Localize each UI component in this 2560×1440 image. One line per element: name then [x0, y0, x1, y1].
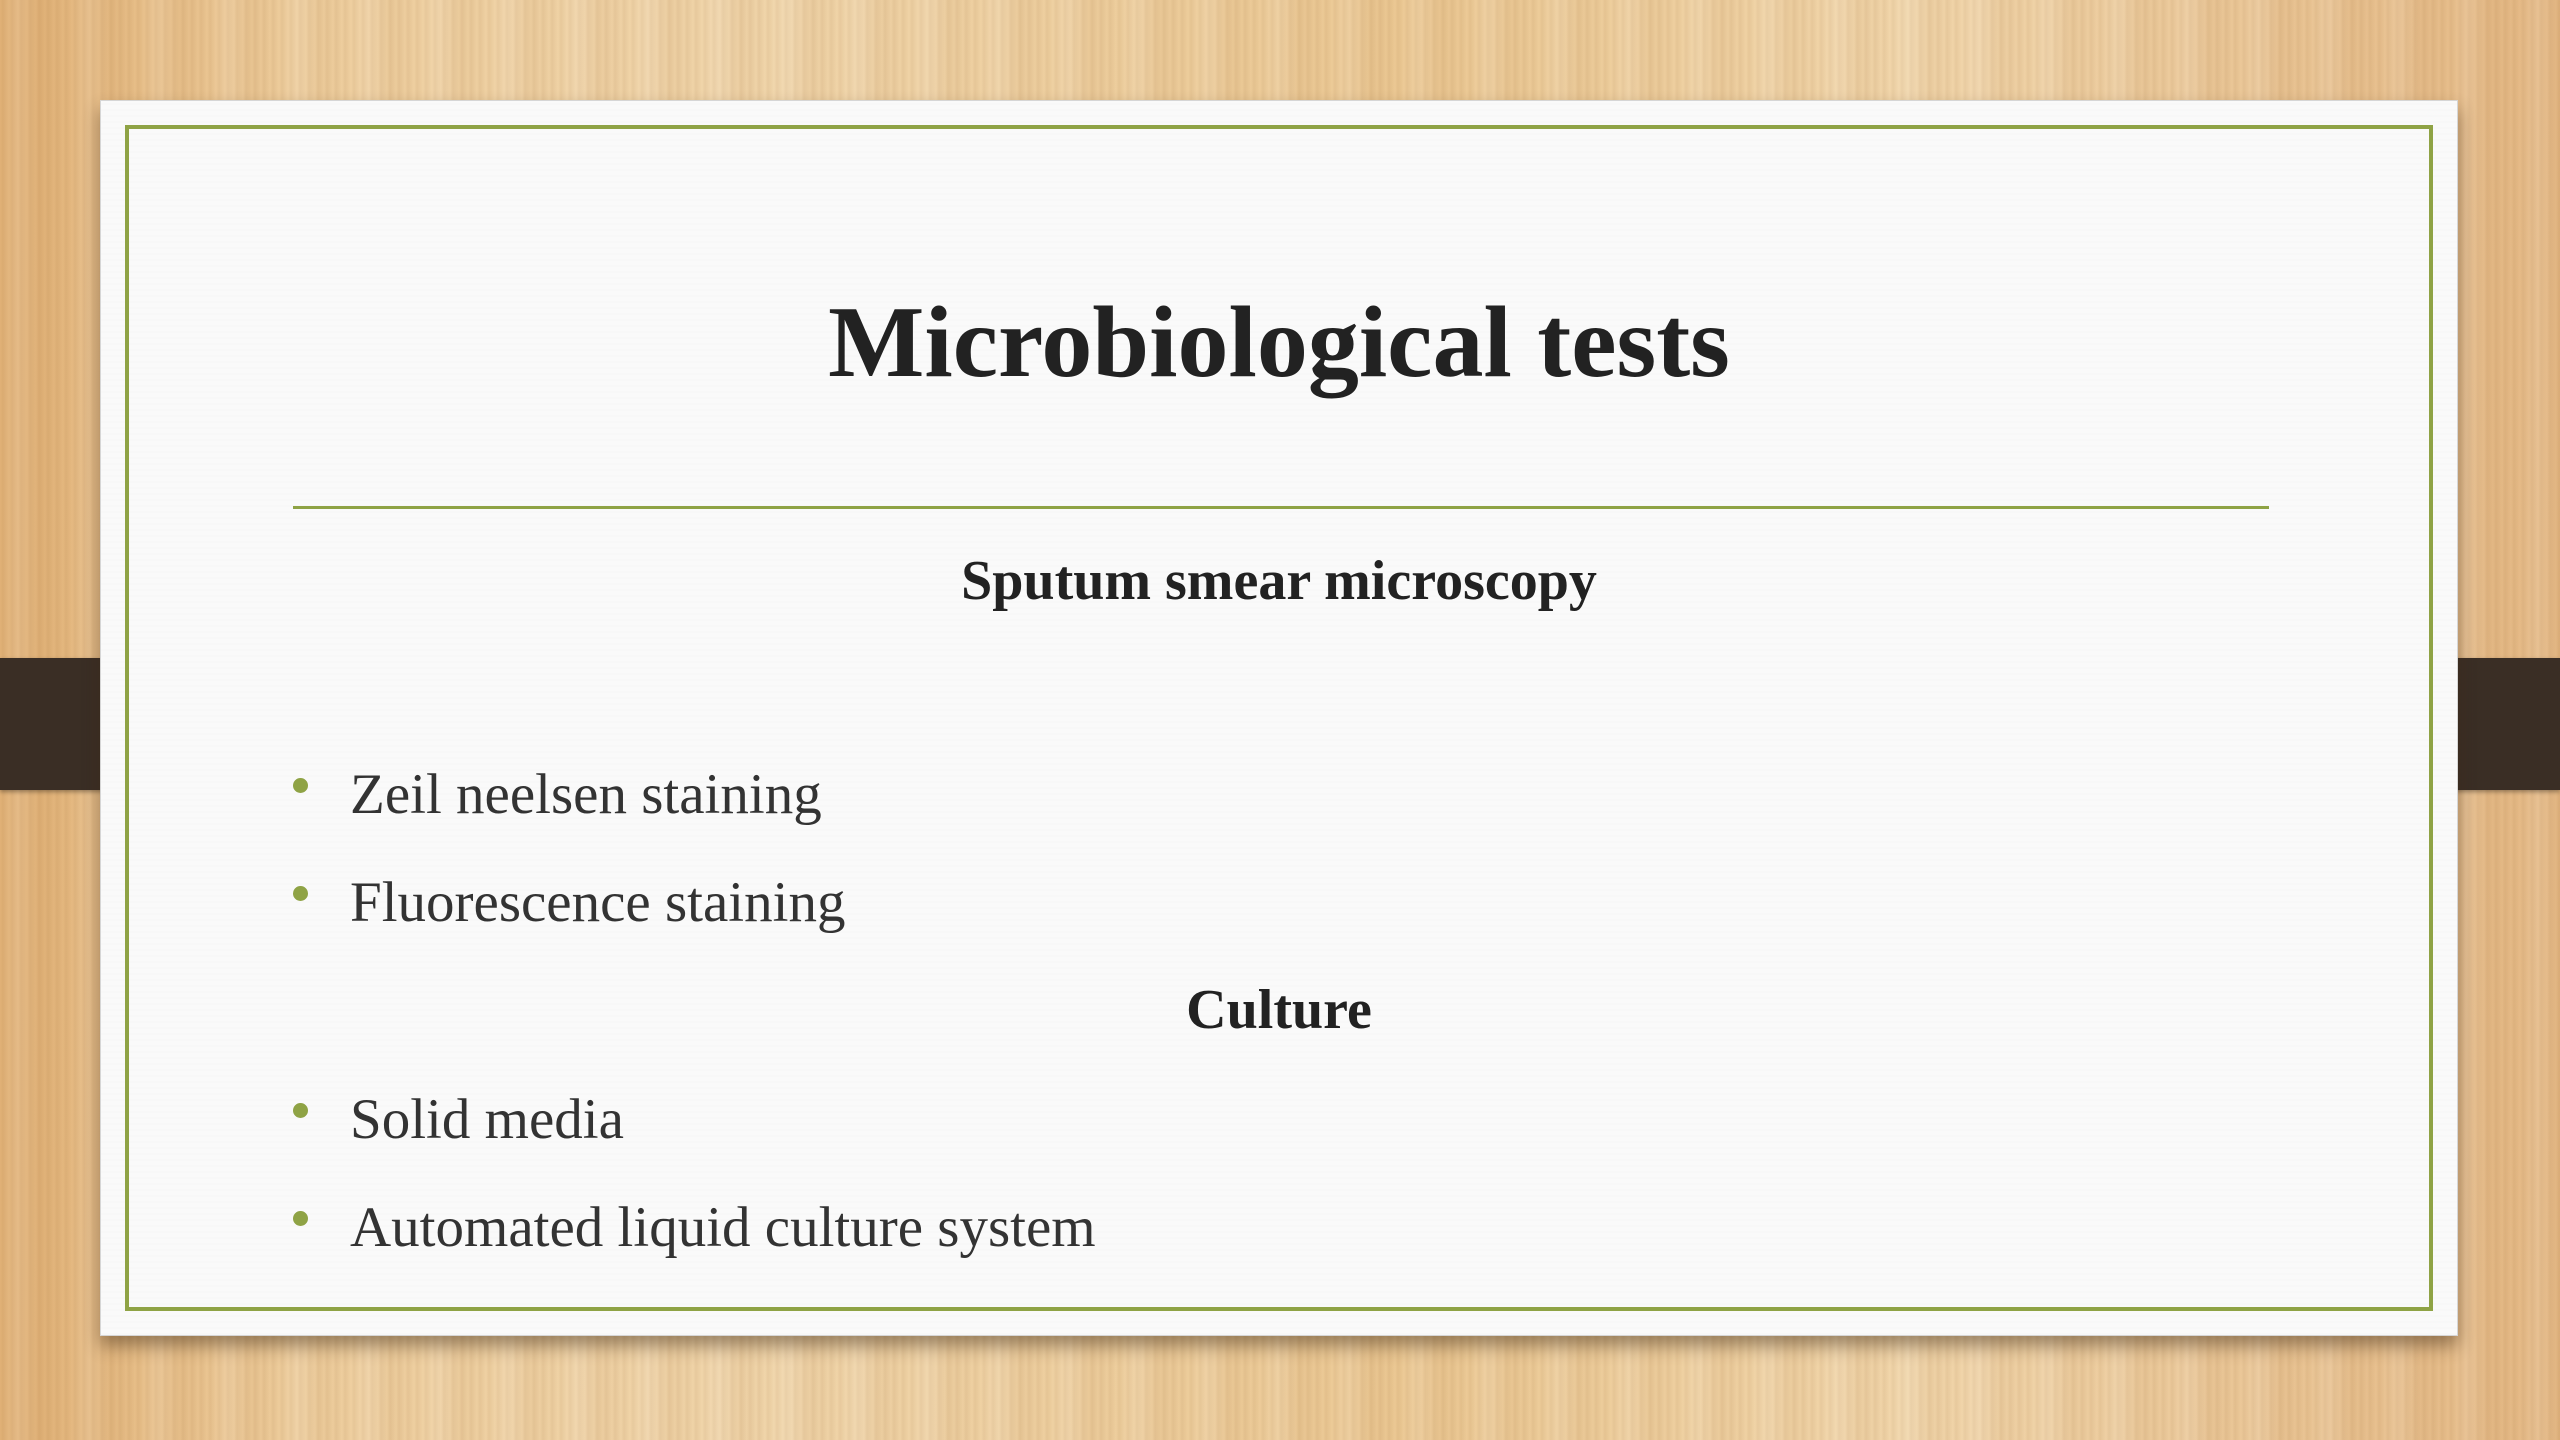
slide-title: Microbiological tests: [828, 286, 1730, 399]
list-item-text: Automated liquid culture system: [350, 1196, 1096, 1259]
list-item: [293, 869, 845, 937]
bullet-dot-icon: [293, 886, 308, 901]
slide: [100, 100, 2458, 1336]
title-divider: [293, 506, 2269, 509]
list-item: [293, 1086, 624, 1154]
list-item: [293, 1194, 1096, 1262]
section-heading-sputum-smear: Sputum smear microscopy: [961, 550, 1597, 612]
bullet-dot-icon: [293, 1211, 308, 1226]
list-item-text: Fluorescence staining: [350, 871, 846, 934]
bullet-dot-icon: [293, 778, 308, 793]
list-item-text: Zeil neelsen staining: [350, 763, 822, 826]
list-item-text: Solid media: [350, 1088, 624, 1151]
list-item: [293, 761, 822, 829]
section-heading-culture: Culture: [1186, 979, 1372, 1041]
bullet-dot-icon: [293, 1103, 308, 1118]
